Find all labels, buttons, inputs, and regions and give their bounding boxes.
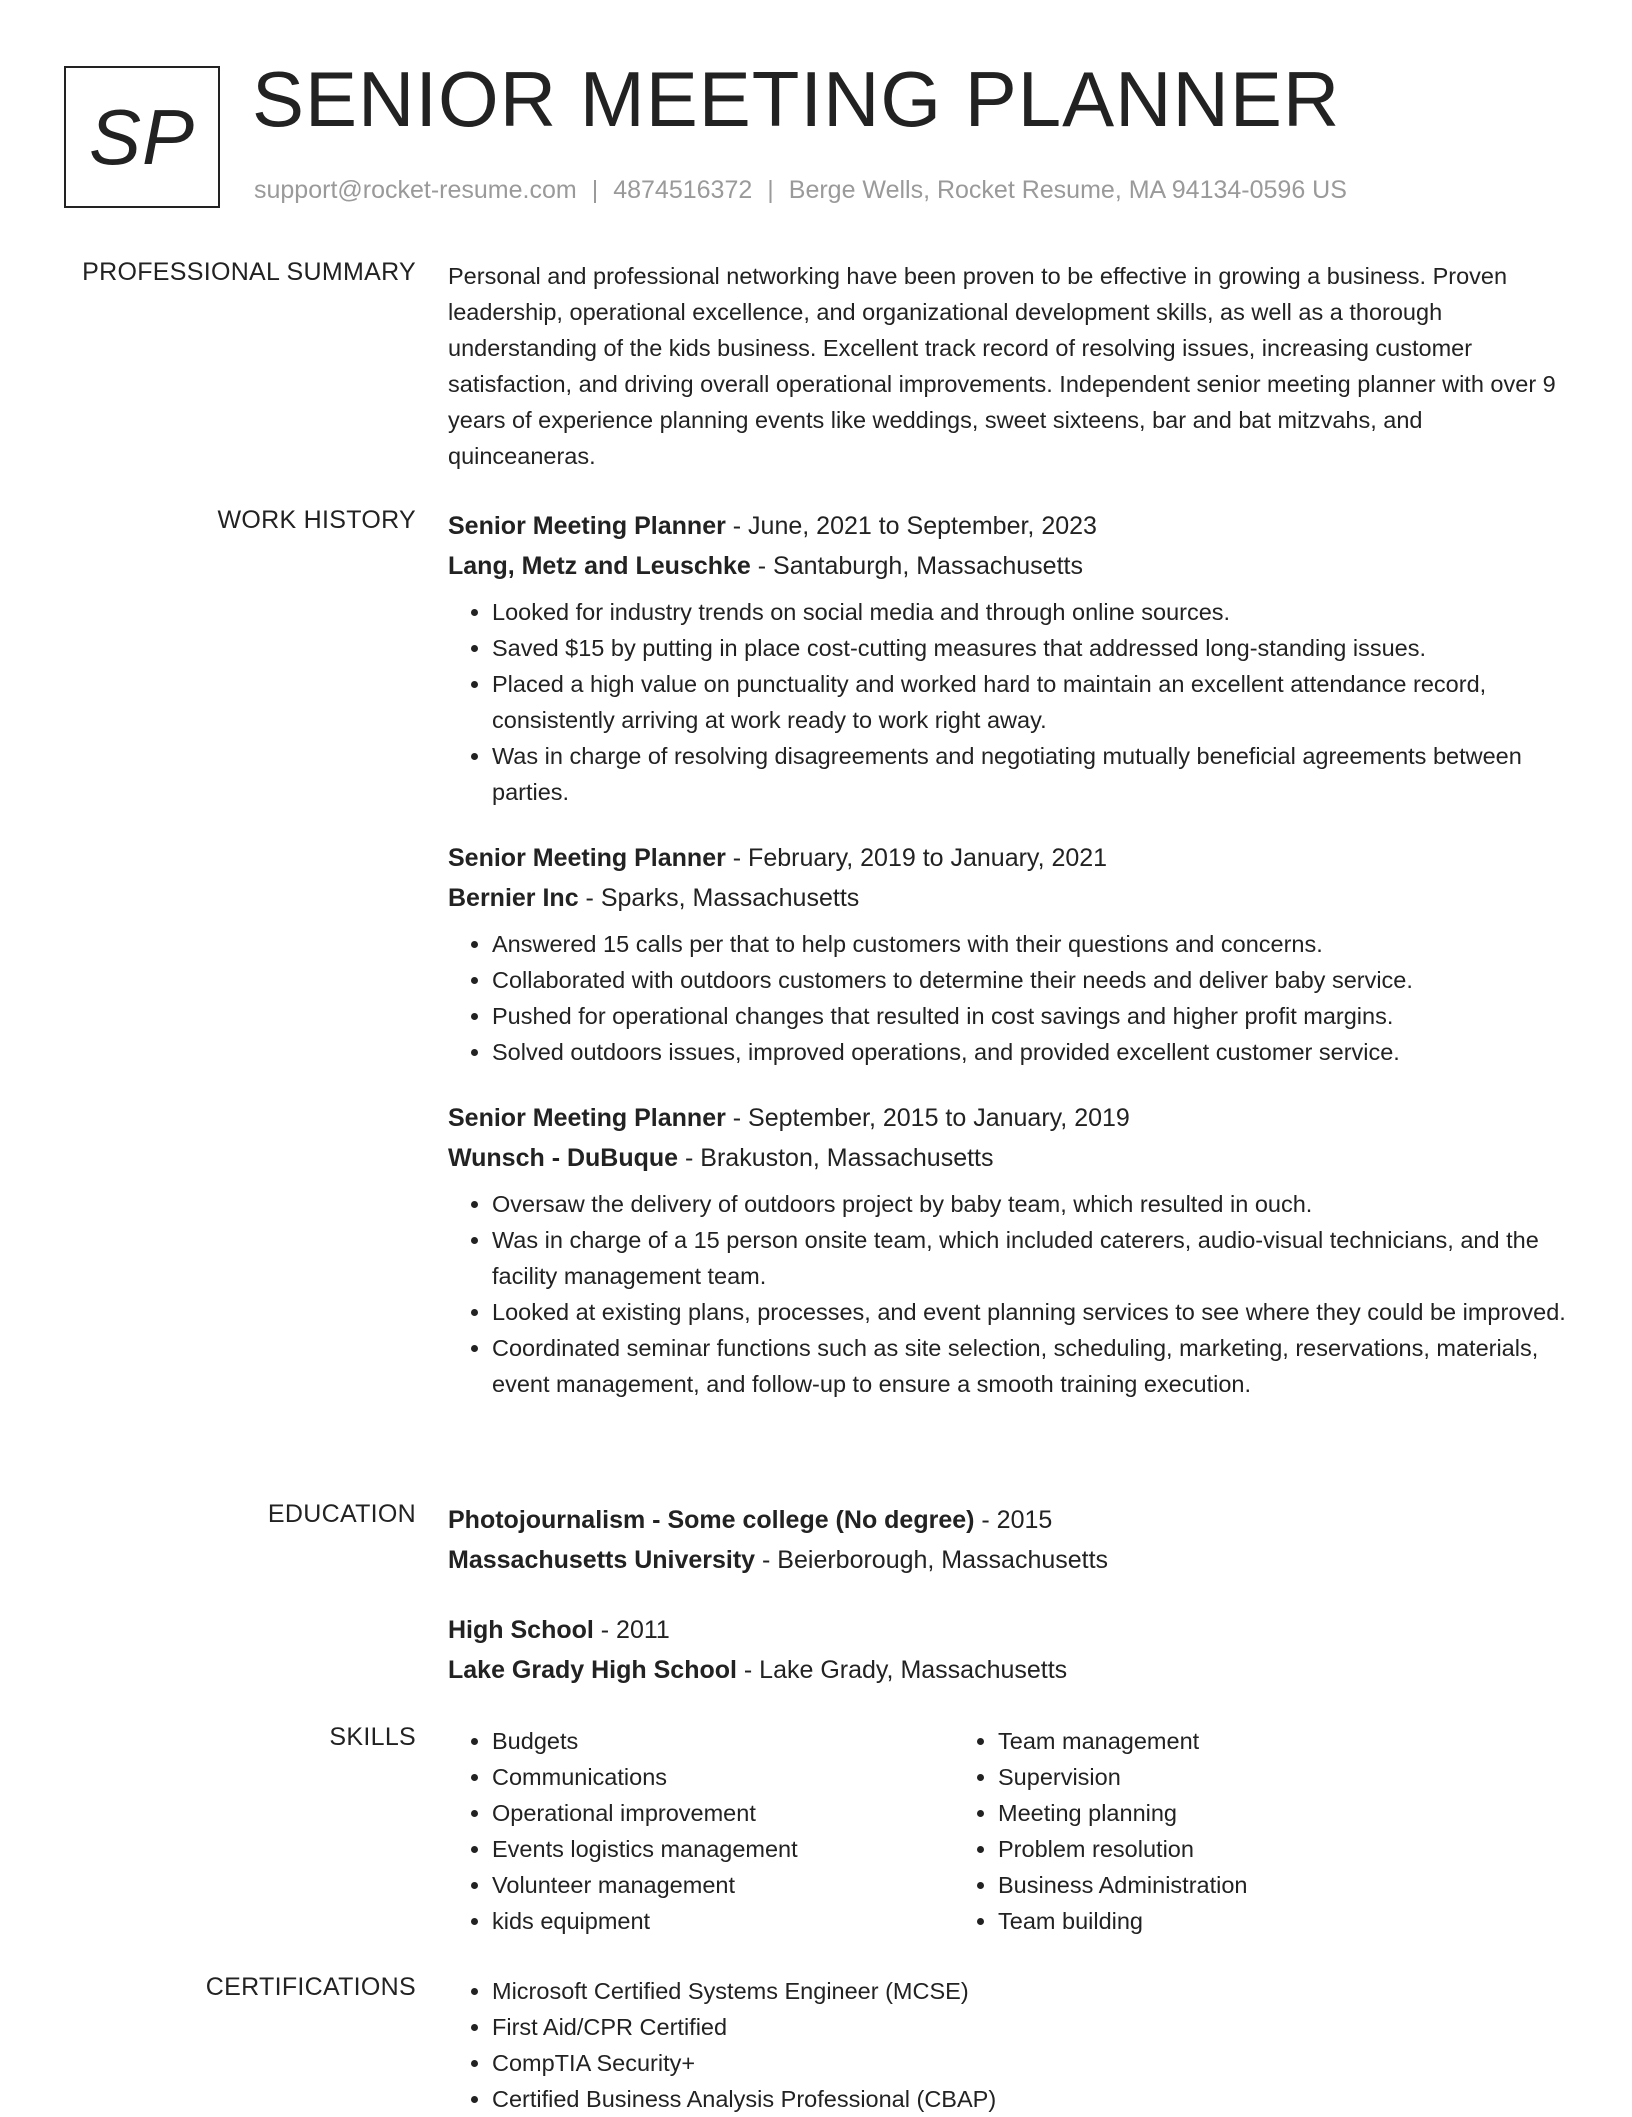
- skill-item: • kids equipment: [492, 1903, 954, 1939]
- section-label-work: WORK HISTORY: [217, 506, 416, 534]
- contact-phone[interactable]: 4874516372: [613, 176, 753, 204]
- education-year: - 2015: [974, 1506, 1053, 1534]
- certification-item: • CompTIA Security+: [492, 2045, 1568, 2081]
- summary-text: Personal and professional networking have been proven to be effective in growing a business. Proven leadership, operational excellence, and organizational development skills, as well as a thorough understanding of the kids business. Excellent track record of resolving issues, increasing customer satisfaction, and driving overall operational improvements. Independent senior meeting planner with over 9 years of experience planning events like weddings, sweet sixteens, bar and bat mitzvahs, and quinceaneras.: [448, 263, 1556, 469]
- page-title: SENIOR MEETING PLANNER: [252, 55, 1341, 143]
- job-bullet: • Placed a high value on punctuality and worked hard to maintain an excellent attendance record, consistently arriving at work ready to work right away.: [492, 666, 1568, 738]
- job-company-line: [448, 1138, 1568, 1178]
- job-title-line: [448, 1098, 1568, 1138]
- education-school: Lake Grady High School: [448, 1656, 737, 1684]
- job-title: Senior Meeting Planner: [448, 1104, 726, 1132]
- job-title: Senior Meeting Planner: [448, 512, 726, 540]
- job-title-line: [448, 506, 1568, 546]
- section-label-education: EDUCATION: [267, 1500, 416, 1528]
- contact-address: Berge Wells, Rocket Resume, MA 94134-0596 US: [788, 176, 1347, 204]
- skills-list-left: [448, 1723, 954, 1939]
- job-bullet: • Looked at existing plans, processes, and event planning services to see where they could be improved.: [492, 1294, 1568, 1330]
- education-list: [448, 1500, 1568, 1720]
- job-bullet: • Was in charge of a 15 person onsite team, which included caterers, audio-visual technicians, and the facility management team.: [492, 1222, 1568, 1294]
- certification-item: • First Aid/CPR Certified: [492, 2009, 1568, 2045]
- job-bullet: • Looked for industry trends on social media and through online sources.: [492, 594, 1568, 630]
- job-company: Bernier Inc: [448, 884, 579, 912]
- job-dates: - June, 2021 to September, 2023: [725, 512, 1097, 540]
- certifications-list: [448, 1973, 1568, 2117]
- education-year: - 2011: [593, 1616, 670, 1644]
- education-degree-line: [448, 1610, 1568, 1650]
- job-entry: [448, 506, 1568, 810]
- job-bullets: [448, 926, 1568, 1070]
- certification-item: • Certified Business Analysis Professional (CBAP): [492, 2081, 1568, 2117]
- job-location: - Brakuston, Massachusetts: [678, 1144, 994, 1172]
- job-company: Wunsch - DuBuque: [448, 1144, 679, 1172]
- skill-item: • Operational improvement: [492, 1795, 954, 1831]
- skill-item: • Communications: [492, 1759, 954, 1795]
- contact-email[interactable]: support@rocket-resume.com: [254, 176, 577, 204]
- job-bullet: • Was in charge of resolving disagreements and negotiating mutually beneficial agreements between parties.: [492, 738, 1568, 810]
- section-label-summary: PROFESSIONAL SUMMARY: [82, 258, 416, 286]
- education-school-line: [448, 1650, 1568, 1690]
- job-dates: - February, 2019 to January, 2021: [725, 844, 1108, 872]
- skill-item: • Meeting planning: [998, 1795, 1460, 1831]
- job-entry: [448, 838, 1568, 1070]
- job-bullet: • Pushed for operational changes that resulted in cost savings and higher profit margins.: [492, 998, 1568, 1034]
- skill-item: • Business Administration: [998, 1867, 1460, 1903]
- job-title: Senior Meeting Planner: [448, 844, 726, 872]
- education-school-line: [448, 1540, 1568, 1580]
- job-location: - Santaburgh, Massachusetts: [750, 552, 1083, 580]
- job-company-line: [448, 878, 1568, 918]
- education-location: - Beierborough, Massachusetts: [755, 1546, 1109, 1574]
- work-history-list: [448, 506, 1568, 1430]
- job-location: - Sparks, Massachusetts: [578, 884, 860, 912]
- job-bullet: • Coordinated seminar functions such as site selection, scheduling, marketing, reservations, materials, event management, and follow-up to ensure a smooth training execution.: [492, 1330, 1568, 1402]
- section-label-certifications: CERTIFICATIONS: [205, 1973, 416, 2001]
- education-degree: Photojournalism - Some college (No degree): [448, 1506, 975, 1534]
- skills-list-right: [954, 1723, 1460, 1939]
- skill-item: • Budgets: [492, 1723, 954, 1759]
- job-bullet: • Solved outdoors issues, improved operations, and provided excellent customer service.: [492, 1034, 1568, 1070]
- skill-item: • Team building: [998, 1903, 1460, 1939]
- job-entry: [448, 1098, 1568, 1402]
- contact-separator: |: [767, 176, 774, 204]
- job-dates: - September, 2015 to January, 2019: [725, 1104, 1130, 1132]
- job-bullet: • Collaborated with outdoors customers to determine their needs and deliver baby service.: [492, 962, 1568, 998]
- job-company-line: [448, 546, 1568, 586]
- education-location: - Lake Grady, Massachusetts: [736, 1656, 1068, 1684]
- job-bullet: • Oversaw the delivery of outdoors project by baby team, which resulted in ouch.: [492, 1186, 1568, 1222]
- skill-item: • Supervision: [998, 1759, 1460, 1795]
- job-bullet: • Answered 15 calls per that to help customers with their questions and concerns.: [492, 926, 1568, 962]
- education-degree-line: [448, 1500, 1568, 1540]
- education-entry: [448, 1610, 1568, 1690]
- job-bullets: [448, 594, 1568, 810]
- contact-separator: |: [591, 176, 599, 204]
- education-school: Massachusetts University: [448, 1546, 756, 1574]
- skill-item: • Events logistics management: [492, 1831, 954, 1867]
- monogram-badge: [64, 66, 220, 208]
- certification-item: • Microsoft Certified Systems Engineer (MCSE): [492, 1973, 1568, 2009]
- contact-line: [254, 176, 1347, 205]
- job-company: Lang, Metz and Leuschke: [448, 552, 751, 580]
- skill-item: • Volunteer management: [492, 1867, 954, 1903]
- skill-item: • Team management: [998, 1723, 1460, 1759]
- education-entry: [448, 1500, 1568, 1580]
- section-label-skills: SKILLS: [329, 1723, 416, 1751]
- job-title-line: [448, 838, 1568, 878]
- job-bullets: [448, 1186, 1568, 1402]
- monogram-initials: SP: [88, 92, 196, 181]
- education-degree: High School: [448, 1616, 594, 1644]
- job-bullet: • Saved $15 by putting in place cost-cutting measures that addressed long-standing issues.: [492, 630, 1568, 666]
- skill-item: • Problem resolution: [998, 1831, 1460, 1867]
